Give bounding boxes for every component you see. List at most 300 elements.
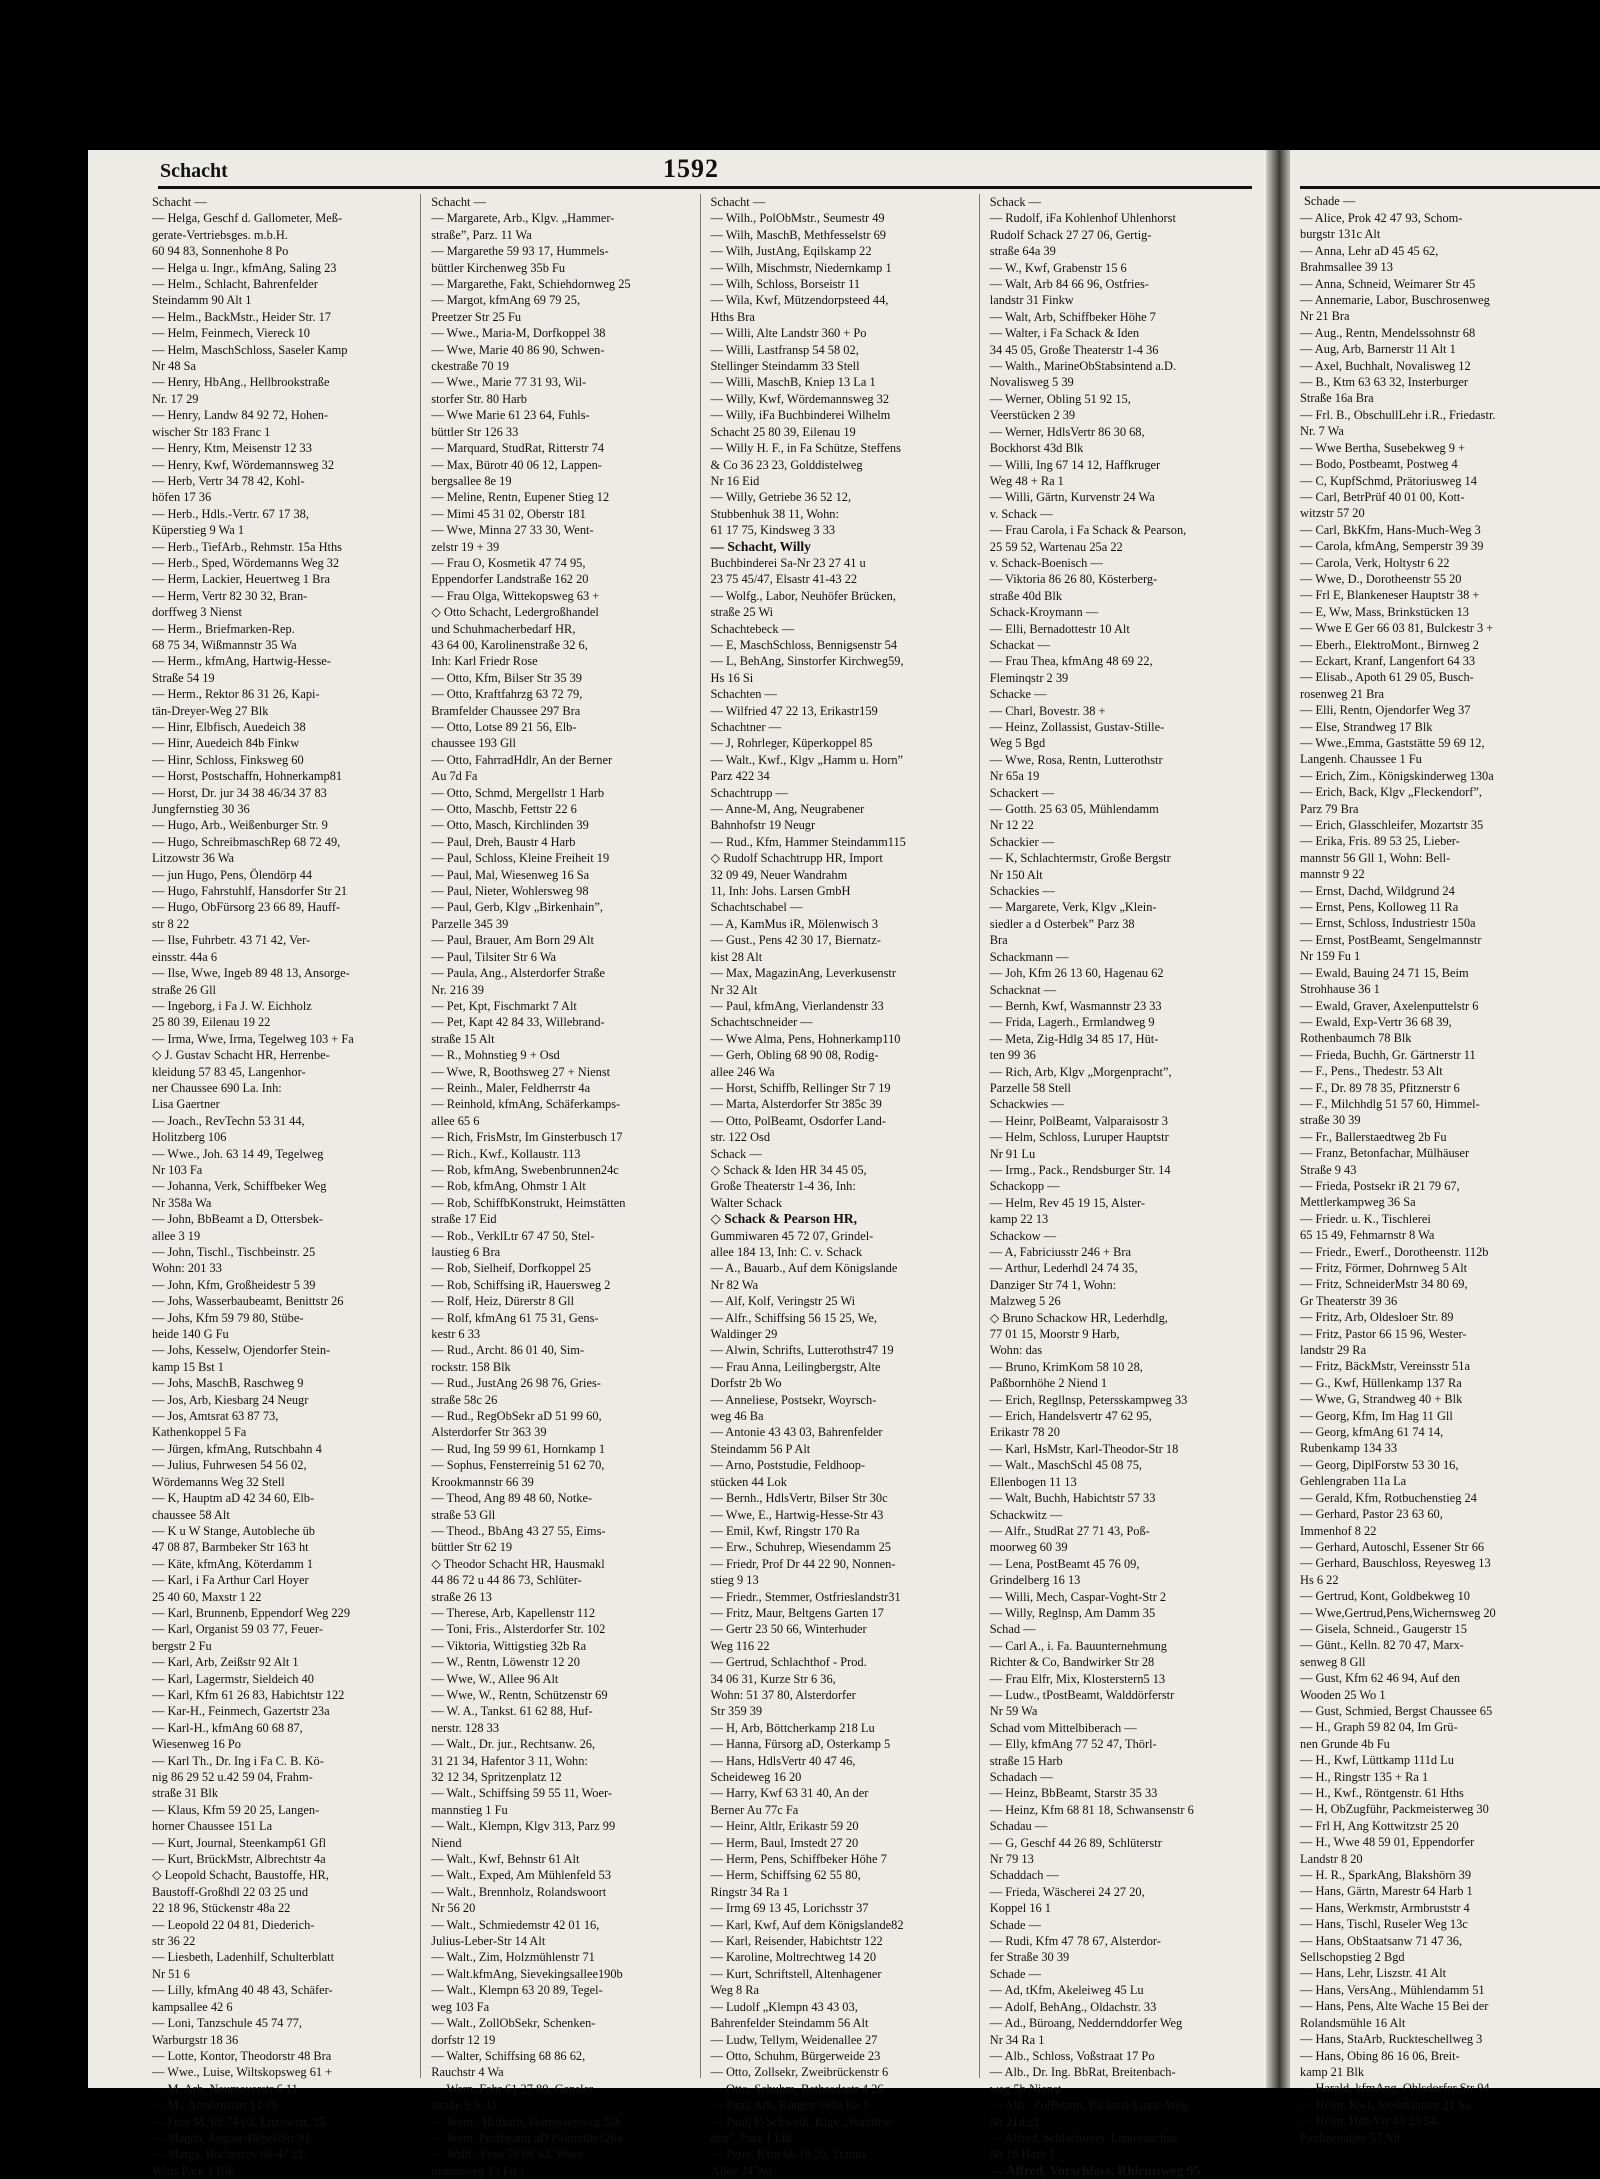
directory-entry: Rudolf Schack 27 27 06, Gertig-: [989, 227, 1152, 242]
directory-entry: — Toni, Fris., Alsterdorfer Str. 102: [431, 1622, 606, 1637]
directory-entry: — Paul, Mal, Wiesenweg 16 Sa: [431, 867, 590, 882]
directory-entry: Nr. 17 29: [152, 391, 199, 406]
directory-columns: [152, 194, 1258, 2178]
directory-entry: Nr 51 6: [152, 1966, 190, 1981]
directory-entry: — Aug., Rentn, Mendelssohnstr 68: [1300, 325, 1476, 340]
directory-entry: — Helga u. Ingr., kfmAng, Saling 23: [152, 260, 337, 275]
directory-entry: Parzelle 345 39: [431, 916, 509, 931]
directory-entry: — Therese, Arb, Kapellenstr 112: [431, 1605, 596, 1620]
directory-entry: Dorfstr 2b Wo: [710, 1376, 782, 1391]
directory-entry: — Wwe, W., Allee 96 Alt: [431, 1671, 559, 1686]
directory-entry: — Anna, Lehr aD 45 45 62,: [1300, 243, 1439, 258]
directory-entry: Danziger Str 74 1, Wohn:: [989, 1277, 1117, 1292]
directory-entry: — Willi, Alte Landstr 360 + Po: [710, 326, 867, 341]
directory-entry: — Wwe, Minna 27 33 30, Went-: [431, 523, 594, 538]
next-page-head: Schade —: [1304, 194, 1356, 208]
directory-entry: — Gerald, Kfm, Rotbuchenstieg 24: [1300, 1490, 1477, 1505]
directory-entry: Wooden 25 Wo 1: [1300, 1687, 1386, 1702]
directory-entry: — H., Kwf., Röntgenstr. 61 Hths: [1300, 1786, 1464, 1800]
directory-entry: — Rob, Schiffsing iR, Hauersweg 2: [431, 1277, 611, 1292]
directory-entry: mannsweg 13 Fu 1: [431, 2163, 526, 2178]
directory-entry: — Herm, Pens, Schiffbeker Höhe 7: [710, 1852, 887, 1867]
directory-entry: — H, ObZugführ, Packmeisterweg 30: [1300, 1802, 1489, 1817]
directory-entry: — Erich, Zim., Königskinderweg 130a: [1300, 768, 1494, 783]
directory-column: [431, 194, 700, 2178]
directory-entry: Steindamm 56 P Alt: [710, 1441, 811, 1456]
directory-entry: — Jos, Amtsrat 63 87 73,: [152, 1409, 279, 1424]
directory-entry: straße 40d Blk: [989, 588, 1063, 603]
directory-entry: straße 64a 39: [989, 244, 1056, 259]
directory-entry: dorffweg 3 Nienst: [152, 605, 242, 620]
directory-entry: Strohhause 36 1: [1300, 982, 1380, 997]
directory-entry: str 8 22: [152, 916, 190, 931]
directory-entry: — Ernst, Dachd, Wildgrund 24: [1300, 883, 1455, 898]
directory-entry: — Frau Anna, Leilingbergstr, Alte: [710, 1359, 881, 1374]
directory-entry: — Otto, Schmd, Mergellstr 1 Harb: [431, 785, 605, 800]
directory-entry: Walter Schack: [710, 1195, 783, 1210]
directory-entry: — Else, Strandweg 17 Blk: [1300, 719, 1433, 734]
directory-entry: — Max, MagazinAng, Leverkusenstr: [710, 966, 896, 981]
directory-entry: straße”, Parz. 11 Wa: [431, 227, 532, 242]
directory-entry: 25 40 60, Maxstr 1 22: [152, 1589, 262, 1604]
directory-entry: — Kurt, Journal, Steenkamp61 Gfl: [152, 1835, 327, 1850]
directory-entry: kist 28 Alt: [710, 949, 763, 964]
directory-entry: Wohn: 201 33: [152, 1261, 222, 1276]
directory-entry: — Erich, Handelsvertr 47 62 95,: [989, 1409, 1152, 1424]
directory-entry: Küperstieg 9 Wa 1: [152, 523, 245, 538]
directory-entry: ◇ Schack & Pearson HR,: [710, 1211, 858, 1227]
directory-entry: 43 64 00, Karolinenstraße 32 6,: [431, 637, 588, 652]
directory-entry: — Heinr, Altlr, Erikastr 59 20: [710, 1819, 859, 1834]
directory-entry: — Wwe, G, Strandweg 40 + Blk: [1300, 1392, 1463, 1407]
directory-entry: Schack —: [989, 195, 1042, 209]
directory-entry: — Otto, Lotse 89 21 56, Elb-: [431, 720, 577, 734]
directory-entry: — Theod., BbAng 43 27 55, Eims-: [431, 1523, 606, 1538]
directory-entry: — Walt, Arb 84 66 96, Ostfries-: [989, 277, 1149, 292]
directory-entry: Schack-Kroymann —: [989, 605, 1099, 620]
directory-entry: — Gerh, Obling 68 90 08, Rodig-: [710, 1048, 879, 1063]
directory-entry: Schackwitz —: [989, 1507, 1063, 1522]
directory-entry: — Frl H, Ang Kottwitzstr 25 20: [1300, 1818, 1459, 1833]
directory-entry: — Carl, BetrPrüf 40 01 00, Kott-: [1300, 489, 1465, 504]
directory-entry: — Johanna, Verk, Schiffbeker Weg: [152, 1179, 327, 1194]
directory-entry: — Karl, Kfm 61 26 83, Habichtstr 122: [152, 1687, 345, 1702]
directory-entry: — Wwe Bertha, Susebekweg 9 +: [1300, 440, 1466, 455]
directory-entry: — Frl E, Blankeneser Hauptstr 38 +: [1300, 588, 1480, 603]
directory-entry: — Carola, kfmAng, Semperstr 39 39: [1300, 539, 1484, 554]
directory-entry: — Fritz, Pastor 66 15 96, Wester-: [1300, 1326, 1467, 1341]
directory-entry: — Heinr, Kwf, Stedtbahnstr 21 Sa: [1300, 2097, 1471, 2112]
directory-entry: Alsterdorfer Str 363 39: [431, 1425, 547, 1440]
directory-entry: — Walt., Kwf., Klgv „Hamm u. Horn”: [710, 752, 904, 767]
directory-entry: fer Straße 30 39: [989, 1950, 1070, 1965]
directory-entry: Paßbornhöhe 2 Niend 1: [989, 1376, 1108, 1391]
directory-entry: — Eberh., ElektroMont., Birnweg 2: [1300, 637, 1479, 652]
directory-entry: Str 359 39: [710, 1704, 763, 1719]
directory-entry: — Rob, kfmAng, Swebenbrunnen24c: [431, 1162, 619, 1177]
directory-entry: — Hinr, Elbfisch, Auedeich 38: [152, 720, 306, 734]
directory-entry: straße 25 Wi: [710, 605, 774, 620]
directory-entry: — Marta, Alsterdorfer Str 385c 39: [710, 1097, 882, 1112]
directory-entry: — Meta, Zig-Hdlg 34 85 17, Hüt-: [989, 1031, 1159, 1046]
directory-entry: allee 65 6: [431, 1113, 480, 1128]
directory-entry: — Wilh., PolObMstr., Seumestr 49: [710, 211, 885, 226]
directory-entry: — Ilse, Fuhrbetr. 43 71 42, Ver-: [152, 933, 311, 948]
directory-entry: Parz 79 Bra: [1300, 801, 1359, 816]
directory-entry: — jun Hugo, Pens, Ölendörp 44: [152, 867, 313, 882]
directory-entry: — Gertrud, Schlachthof - Prod.: [710, 1655, 867, 1670]
directory-entry: dorfstr 12 19: [431, 2032, 496, 2047]
directory-entry: — Viktoria, Wittigstieg 32b Ra: [431, 1638, 587, 1653]
directory-entry: — Klaus, Kfm 59 20 25, Langen-: [152, 1802, 320, 1817]
directory-entry: — Wwe., Joh. 63 14 49, Tegelweg: [152, 1146, 324, 1161]
directory-entry: — Irmg 69 13 45, Lorichsstr 37: [710, 1901, 869, 1916]
directory-entry: — Hans, ObStaatsanw 71 47 36,: [1300, 1933, 1463, 1948]
directory-entry: — Walt, Buchh, Habichtstr 57 33: [989, 1491, 1156, 1506]
directory-entry: — Wwe Marie 61 23 64, Fuhls-: [431, 408, 590, 423]
directory-entry: — A, Fabriciusstr 246 + Bra: [989, 1245, 1131, 1259]
directory-entry: Straße 16a Bra: [1300, 391, 1374, 406]
directory-entry: — Irmg., Pack., Rendsburger Str. 14: [989, 1162, 1171, 1177]
directory-entry: — Werner, Obling 51 92 15,: [989, 391, 1131, 406]
directory-entry: — Otto, Kraftfahrzg 63 72 79,: [431, 687, 583, 702]
directory-entry: Weg 5 Bgd: [989, 736, 1046, 751]
directory-entry: Baustoff-Großhdl 22 03 25 und: [152, 1884, 309, 1899]
directory-entry: Gehlengraben 11a La: [1300, 1474, 1407, 1489]
directory-entry: weg 5b Nienst: [989, 2081, 1062, 2096]
directory-entry: Schackier —: [989, 834, 1055, 849]
directory-entry: straße 9 A 33: [431, 2098, 497, 2113]
directory-entry: — Wwe,Gertrud,Pens,Wichernsweg 20: [1300, 1605, 1496, 1620]
directory-entry: — Gust., Pens 42 30 17, Biernatz-: [710, 933, 881, 948]
directory-entry: — Werner, HdlsVertr 86 30 68,: [989, 424, 1145, 439]
directory-entry: — Walt.kfmAng, Sievekingsallee190b: [431, 1966, 623, 1981]
directory-entry: — Hans, Tischl, Ruseler Weg 13c: [1300, 1917, 1468, 1932]
directory-entry: ◇ Theodor Schacht HR, Hausmakl: [431, 1556, 605, 1571]
directory-entry: — Peter, Kfm 68 18 20, Trauns: [710, 2147, 867, 2162]
directory-entry: — Willi, MaschB, Kniep 13 La 1: [710, 375, 876, 390]
directory-entry: — Sophus, Fensterreinig 51 62 70,: [431, 1458, 605, 1473]
directory-entry: — H., Kwf, Lüttkamp 111d Lu: [1300, 1753, 1454, 1768]
directory-entry: Landstr 8 20: [1300, 1851, 1363, 1866]
directory-entry: — Alfr., Schiffsing 56 15 25, We,: [710, 1310, 878, 1325]
directory-entry: — A., Bauarb., Auf dem Königslande: [710, 1261, 898, 1276]
directory-entry: ckestraße 70 19: [431, 359, 510, 374]
directory-entry: — K, Hauptm aD 42 34 60, Elb-: [152, 1491, 315, 1506]
directory-entry: — Adolf, BehAng., Oldachstr. 33: [989, 1999, 1157, 2014]
directory-entry: Große Theaterstr 1-4 36, Inh:: [710, 1179, 856, 1194]
directory-entry: — Kar-H., Feinmech, Gazertstr 23a: [152, 1704, 330, 1719]
directory-entry: — Georg, DiplForstw 53 30 16,: [1300, 1457, 1459, 1472]
directory-entry: — Hans, HdlsVertr 40 47 46,: [710, 1753, 856, 1768]
directory-entry: — Willi, Lastfransp 54 58 02,: [710, 342, 859, 357]
directory-entry: Jungfernstieg 30 36: [152, 802, 250, 817]
directory-entry: Schackopp —: [989, 1179, 1060, 1194]
directory-entry: — Georg, kfmAng 61 74 14,: [1300, 1425, 1444, 1440]
directory-entry: — Rud., JustAng 26 98 76, Gries-: [431, 1376, 601, 1391]
directory-entry: Holitzberg 106: [152, 1130, 227, 1145]
directory-entry: — Rob, kfmAng, Ohmstr 1 Alt: [431, 1179, 586, 1194]
directory-entry: — Ewald, Exp-Vertr 36 68 39,: [1300, 1014, 1452, 1029]
directory-entry: — John, BbBeamt a D, Ottersbek-: [152, 1212, 324, 1227]
directory-entry: Stellinger Steindamm 33 Stell: [710, 359, 860, 374]
directory-entry: Novalisweg 5 39: [989, 375, 1074, 390]
directory-entry: — Henry, Ktm, Meisenstr 12 33: [152, 441, 312, 456]
directory-entry: — Frau Elfr, Mix, Klosterstern5 13: [989, 1671, 1166, 1686]
directory-entry: — Lena, PostBeamt 45 76 09,: [989, 1556, 1140, 1571]
directory-entry: — Paul, Dreh, Baustr 4 Harb: [431, 834, 576, 849]
directory-entry: — Walt, Arb, Schiffbeker Höhe 7: [989, 309, 1156, 324]
directory-entry: — Wolfg., Labor, Neuhöfer Brücken,: [710, 588, 896, 603]
directory-entry: rockstr. 158 Blk: [431, 1359, 511, 1374]
directory-entry: — Walt., Brennholz, Rolandswoort: [431, 1884, 607, 1899]
directory-entry: Weg 116 22: [710, 1638, 770, 1653]
directory-entry: — Walt., Zim, Holzmühlenstr 71: [431, 1950, 595, 1965]
directory-entry: — Hans, StaArb, Ruckteschellweg 3: [1300, 2032, 1483, 2047]
directory-entry: mannstr 56 Gll 1, Wohn: Bell-: [1300, 850, 1451, 865]
directory-entry: — Helga, Geschf d. Gallometer, Meß-: [152, 211, 343, 226]
directory-entry: — Margarethe 59 93 17, Hummels-: [431, 244, 609, 259]
directory-entry: — Gerhard, Bauschloss, Reyesweg 13: [1300, 1556, 1491, 1571]
directory-entry: storfer Str. 80 Harb: [431, 391, 527, 406]
directory-entry: — Viktoria 86 26 80, Kösterberg-: [989, 572, 1158, 587]
directory-entry: Gummiwaren 45 72 07, Grindel-: [710, 1228, 874, 1243]
directory-entry: Nr 56 20: [431, 1901, 476, 1916]
directory-entry: — Herm., kfmAng, Hartwig-Hesse-: [152, 654, 331, 669]
directory-entry: rosenweg 21 Bra: [1300, 686, 1384, 701]
directory-entry: — Gerhard, Pastor 23 63 60,: [1300, 1507, 1443, 1522]
directory-entry: — Hugo, ObFürsorg 23 66 89, Hauff-: [152, 900, 341, 915]
directory-entry: Nr 150 Alt: [989, 867, 1043, 882]
directory-entry: Hs 16 Si: [710, 670, 754, 685]
directory-entry: — Wilh, MaschB, Methfesselstr 69: [710, 227, 886, 242]
directory-entry: Rolandsmühle 16 Alt: [1300, 2015, 1406, 2030]
directory-entry: Schacke —: [989, 687, 1047, 702]
directory-entry: — Rud., Kfm, Hammer Steindamm115: [710, 834, 906, 849]
directory-entry: — Gisela, Schneid., Gaugerstr 15: [1300, 1621, 1467, 1636]
directory-entry: Schacht —: [710, 195, 766, 209]
directory-entry: Mettlerkampweg 36 Sa: [1300, 1195, 1416, 1210]
directory-entry: — Herm., Briefmarken-Rep.: [152, 621, 295, 636]
directory-entry: Bockhorst 43d Blk: [989, 441, 1084, 456]
directory-entry: 11, Inh: Johs. Larsen GmbH: [710, 884, 851, 899]
directory-entry: — Schacht, Willy: [710, 538, 811, 554]
directory-entry: Hths Bra: [710, 309, 755, 324]
directory-entry: Au 7d Fa: [431, 769, 478, 784]
directory-entry: — Wern., Hilfsarb, Hornissenweg 35b: [431, 2114, 622, 2129]
directory-entry: Parz 422 34: [710, 769, 770, 784]
directory-entry: — Rud, Ing 59 99 61, Hornkamp 1: [431, 1441, 606, 1456]
directory-entry: — Erika, Fris. 89 53 25, Lieber-: [1300, 834, 1460, 849]
directory-entry: — Hans, Obing 86 16 06, Breit-: [1300, 2048, 1460, 2063]
directory-entry: v. Schack-Boenisch —: [989, 555, 1103, 570]
directory-entry: — Anneliese, Postsekr, Woyrsch-: [710, 1392, 877, 1407]
directory-entry: allee 3 19: [152, 1228, 201, 1243]
directory-entry: — Theod, Ang 89 48 60, Notke-: [431, 1491, 593, 1506]
directory-entry: — Frl. B., ObschullLehr i.R., Friedastr.: [1300, 407, 1496, 422]
directory-entry: — Hugo, Fahrstuhlf, Hansdorfer Str 21: [152, 884, 348, 899]
directory-entry: straße 58c 26: [431, 1392, 498, 1407]
directory-entry: — Hugo, SchreibmaschRep 68 72 49,: [152, 834, 341, 849]
directory-entry: — Emil, Kwf, Ringstr 170 Ra: [710, 1523, 860, 1538]
directory-entry: — Walt., Exped, Am Mühlenfeld 53: [431, 1868, 612, 1883]
directory-entry: Warburgstr 18 36: [152, 2032, 239, 2047]
directory-entry: — Friedr., Stemmer, Ostfrieslandstr31: [710, 1589, 901, 1604]
directory-entry: — W. A., Tankst. 61 62 88, Huf-: [431, 1704, 593, 1719]
directory-entry: — H, Arb, Böttcherkamp 218 Lu: [710, 1720, 875, 1735]
directory-entry: — H. R., SparkAng, Blakshörn 39: [1300, 1868, 1472, 1883]
directory-entry: — Joh, Kfm 26 13 60, Hagenau 62: [989, 966, 1164, 981]
directory-entry: Eppendorfer Landstraße 162 20: [431, 572, 589, 587]
directory-entry: 32 09 49, Neuer Wandrahm: [710, 867, 848, 882]
directory-entry: Schackow —: [989, 1228, 1057, 1243]
directory-entry: — Helm, Rev 45 19 15, Alster-: [989, 1195, 1146, 1210]
directory-entry: — Karl, Arb, Zeißstr 92 Alt 1: [152, 1655, 299, 1670]
directory-entry: stücken 44 Lok: [710, 1474, 787, 1489]
directory-entry: Nr 65a 19: [989, 769, 1040, 784]
directory-entry: str. 122 Osd: [710, 1130, 771, 1145]
directory-entry: Nr 12 22: [989, 818, 1034, 833]
directory-entry: — Alb., Schloss, Voßstraat 17 Po: [989, 2048, 1155, 2063]
directory-entry: burgstr 131c Alt: [1300, 227, 1381, 242]
directory-entry: gerate-Vertriebsges. m.b.H.: [152, 227, 288, 242]
directory-entry: büttler Str 126 33: [431, 424, 519, 439]
directory-entry: — Margarete, Arb., Klgv. „Hammer-: [431, 211, 615, 226]
directory-entry: — Ludw., tPostBeamt, Walddörferstr: [989, 1687, 1175, 1702]
directory-entry: — Frieda, Wäscherei 24 27 20,: [989, 1884, 1145, 1899]
directory-entry: — Bernh, Kwf, Wasmannstr 23 33: [989, 998, 1162, 1013]
directory-entry: — Annemarie, Labor, Buschrosenweg: [1300, 293, 1490, 308]
directory-entry: — Willy, iFa Buchbinderei Wilhelm: [710, 408, 891, 423]
directory-entry: Buchbinderei Sa-Nr 23 27 41 u: [710, 555, 866, 570]
directory-entry: 25 59 52, Wartenau 25a 22: [989, 539, 1123, 554]
directory-entry: — Karl, Lagermstr, Sieldeich 40: [152, 1671, 314, 1686]
directory-entry: weg 46 Ba: [710, 1409, 764, 1424]
directory-entry: — Rich., Kwf., Kollaustr. 113: [431, 1146, 581, 1161]
directory-entry: Richter & Co, Bandwirker Str 28: [989, 1655, 1155, 1670]
directory-entry: — Otto, FahrradHdlr, An der Berner: [431, 752, 613, 767]
directory-entry: Nr 34 Ra 1: [989, 2032, 1045, 2047]
directory-entry: 34 06 31, Kurze Str 6 36,: [710, 1671, 836, 1686]
directory-entry: — Hinr, Schloss, Finksweg 60: [152, 752, 304, 767]
directory-entry: — Erich, Regllnsp, Petersskampweg 33: [989, 1392, 1188, 1407]
directory-entry: — Magda, August-Bebel-Str 91: [152, 2130, 311, 2145]
directory-entry: — Heinz, Zollassist, Gustav-Stille-: [989, 720, 1165, 734]
directory-entry: — Wern, Fahr 61 27 80, Gensler-: [431, 2081, 598, 2096]
directory-entry: — F., Pens., Thedestr. 53 Alt: [1300, 1064, 1443, 1079]
directory-column: [989, 194, 1258, 2178]
directory-entry: — Erw., Schuhrep, Wiesendamm 25: [710, 1540, 892, 1555]
header-rule: [158, 186, 1252, 189]
directory-entry: & Co 36 23 23, Golddistelweg: [710, 457, 863, 472]
directory-entry: Schaddach —: [989, 1868, 1059, 1883]
directory-entry: — Ernst, Schloss, Industriestr 150a: [1300, 916, 1476, 931]
directory-entry: — Wilh, Schloss, Borseistr 11: [710, 277, 861, 292]
directory-entry: kamp 21 Blk: [1300, 2064, 1365, 2079]
directory-entry: — W., Rentn, Löwenstr 12 20: [431, 1655, 580, 1670]
directory-entry: — Walt., Klempn, Klgv 313, Parz 99: [431, 1819, 616, 1834]
directory-entry: — Ewald, Bauing 24 71 15, Beim: [1300, 965, 1469, 980]
directory-entry: — Meline, Rentn, Eupener Stieg 12: [431, 490, 610, 505]
directory-entry: — Erich, Glasschleifer, Mozartstr 35: [1300, 818, 1484, 833]
directory-entry: — Henry, Landw 84 92 72, Hohen-: [152, 408, 329, 423]
directory-entry: — Georg, Kfm, Im Hag 11 Gll: [1300, 1408, 1453, 1423]
directory-entry: — Kurt, Schriftstell, Altenhagener: [710, 1966, 882, 1981]
directory-entry: nerstr. 128 33: [431, 1720, 500, 1735]
directory-entry: — Frau Carola, i Fa Schack & Pearson,: [989, 523, 1187, 538]
directory-entry: Wohn: das: [989, 1343, 1043, 1358]
directory-entry: — H., Wwe 48 59 01, Eppendorfer: [1300, 1835, 1475, 1850]
directory-entry: — Otto, Kfm, Bilser Str 35 39: [431, 670, 583, 685]
directory-entry: — Walter, Schiffsing 68 86 62,: [431, 2048, 586, 2063]
directory-entry: landstr 29 Ra: [1300, 1343, 1367, 1358]
directory-entry: Nr 358a Wa: [152, 1195, 212, 1210]
directory-entry: Nr 16 Harb 1: [989, 2147, 1056, 2162]
directory-entry: Schachtebeck —: [710, 621, 795, 636]
directory-entry: — Helm., Schlacht, Bahrenfelder: [152, 277, 318, 292]
directory-entry: Schacht 25 80 39, Eilenau 19: [710, 424, 856, 439]
directory-entry: straße 15 Harb: [989, 1753, 1063, 1768]
directory-entry: Nr 32 Alt: [710, 982, 758, 997]
directory-entry: — Wilh, JustAng, Eqilskamp 22: [710, 244, 872, 259]
directory-entry: 77 01 15, Moorstr 9 Harb,: [989, 1327, 1120, 1342]
directory-entry: Nr. 216 39: [431, 982, 484, 997]
directory-entry: — Otto, Zollsekr, Zweibrückenstr 6: [710, 2065, 889, 2080]
directory-entry: — Walth., MarineObStabsintend a.D.: [989, 359, 1177, 374]
directory-entry: landstr 31 Finkw: [989, 293, 1074, 308]
directory-entry: Wördemanns Weg 32 Stell: [152, 1474, 285, 1489]
directory-entry: — Paul, E-Schweiß, Klgv „Waldfrie-: [710, 2114, 896, 2129]
directory-entry: — Alf, Kolf, Veringstr 25 Wi: [710, 1294, 856, 1309]
directory-entry: Paulinenallee 57 Alt: [1300, 2130, 1401, 2145]
directory-entry: Brahmsallee 39 13: [1300, 260, 1393, 275]
directory-entry: straße 26 Gll: [152, 982, 217, 997]
directory-entry: — Anna, Schneid, Weimarer Str 45: [1300, 276, 1476, 291]
directory-entry: Gr Theaterstr 39 36: [1300, 1293, 1398, 1308]
directory-entry: — Willi, Gärtn, Kurvenstr 24 Wa: [989, 490, 1155, 505]
directory-entry: Schadach —: [989, 1770, 1053, 1784]
directory-entry: — A, KamMus iR, Mölenwisch 3: [710, 916, 879, 931]
directory-entry: — Gertr 23 50 66, Winterhuder: [710, 1622, 867, 1637]
directory-entry: Schackert —: [989, 785, 1055, 800]
directory-entry: Parzelle 58 Stell: [989, 1080, 1071, 1095]
directory-entry: — G., Kwf, Hüllenkamp 137 Ra: [1300, 1375, 1462, 1390]
directory-entry: 22 18 96, Stückenstr 48a 22: [152, 1901, 291, 1916]
directory-entry: Koppel 16 1: [989, 1901, 1052, 1916]
directory-entry: — Wwe.,Emma, Gaststätte 59 69 12,: [1300, 736, 1485, 750]
directory-entry: — Max, Bürotr 40 06 12, Lappen-: [431, 457, 602, 472]
directory-entry: — Wwe., Marie 77 31 93, Wil-: [431, 375, 587, 390]
directory-entry: — Alb., Dr. Ing. BbRat, Breitenbach-: [989, 2065, 1176, 2080]
directory-entry: — Otto, Maschb, Fettstr 22 6: [431, 802, 577, 817]
directory-entry: — H., Ringstr 135 + Ra 1: [1300, 1769, 1429, 1784]
directory-entry: — Walt., Dr. jur., Rechtsanw. 26,: [431, 1737, 596, 1752]
directory-entry: bergstr 2 Fu: [152, 1638, 212, 1653]
page-number: 1592: [663, 154, 719, 183]
directory-entry: — Heinz, Kfm 68 81 18, Schwansenstr 6: [989, 1802, 1194, 1817]
directory-entry: 61 17 75, Kindsweg 3 33: [710, 523, 836, 538]
directory-entry: — Axel, Buchhalt, Novalisweg 12: [1300, 358, 1471, 373]
directory-entry: — Carl, BkKfm, Hans-Much-Weg 3: [1300, 522, 1481, 537]
directory-entry: — Rud., RegObSekr aD 51 99 60,: [431, 1409, 602, 1424]
directory-page: [88, 150, 1266, 2178]
directory-entry: Rauchstr 4 Wa: [431, 2065, 504, 2080]
directory-entry: — Helm., BackMstr., Heider Str. 17: [152, 309, 331, 324]
directory-entry: 68 75 34, Wißmannstr 35 Wa: [152, 637, 297, 652]
directory-entry: — Ilse, Wwe, Ingeb 89 48 13, Ansorge-: [152, 966, 350, 981]
directory-entry: — Johs, Wasserbaubeamt, Benittstr 26: [152, 1294, 344, 1309]
directory-entry: Nr 21d 21: [989, 2114, 1040, 2129]
